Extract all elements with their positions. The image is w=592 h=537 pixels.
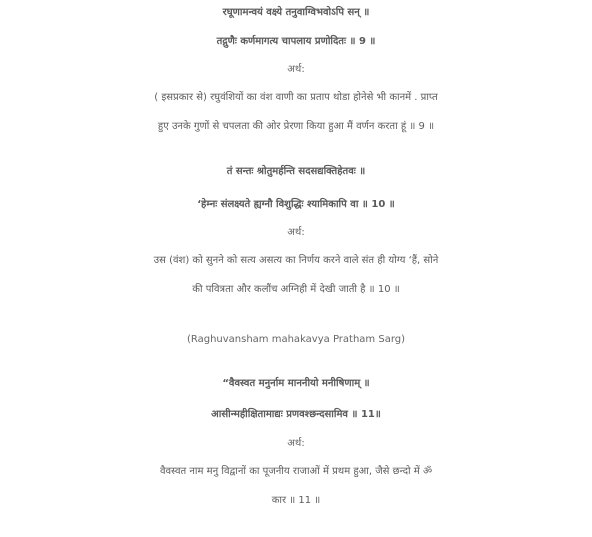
shloka-10-meaning-line-1: उस (वंश) को सुनने को सत्य असत्य का निर्णय करने वाले संत ही योग्य ‘हैं, सोने	[153, 255, 439, 266]
shloka-11-meaning-label: अर्थ:	[287, 438, 305, 449]
shloka-9-meaning-label: अर्थ:	[287, 64, 305, 75]
shloka-10-meaning-line-2: की पवित्रता और कलौंच अग्निही में देखी जाती है ॥ 10 ॥	[192, 284, 400, 295]
shloka-9-meaning-line-2: हुए उनके गुणों से चपलता की ओर प्रेरणा किया हुआ मैं वर्णन करता हूं ॥ 9 ॥	[157, 121, 435, 132]
shloka-9-line-1: रघूणामन्वयं वक्ष्ये तनुवाग्विभवोऽपि सन् ॥	[222, 7, 370, 18]
shloka-10-meaning-label: अर्थ:	[287, 227, 305, 238]
shloka-11-meaning-line-2: कार ॥ 11 ॥	[271, 495, 321, 506]
shloka-11-line-2: आसीन्महीक्षितामाद्यः प्रणवश्छन्दसामिव ॥ 11॥	[211, 409, 381, 420]
shloka-9-meaning-line-1: ( इसप्रकार से) रघुवंशियों का वंश वाणी का प्रताप थोडा होनेसे भी कानमें . प्राप्त	[154, 92, 438, 103]
shloka-11-line-1: “वैवस्वत मनुर्नाम माननीयो मनीषिणाम् ॥	[222, 378, 370, 389]
shloka-9-line-2: तद्गुणैः कर्णमागत्य चापलाय प्रणोदितः ॥ 9 ॥	[216, 36, 376, 47]
shloka-11-meaning-line-1: वैवस्वत नाम मनु विद्वानों का पूजनीय राजाओं में प्रथम हुआ, जैसे छन्दो में ॐ	[159, 466, 433, 477]
shloka-10-line-1: तं सन्तः श्रोतुमर्हन्ति सदसद्यक्तिहेतवः ॥	[226, 166, 366, 177]
shloka-10-line-2: ‘हेम्नः संलक्ष्यते ह्यग्नौ विशुद्धिः श्यामिकापि वा ॥ 10 ॥	[197, 199, 395, 210]
source-citation: (Raghuvansham mahakavya Pratham Sarg)	[186, 334, 406, 345]
